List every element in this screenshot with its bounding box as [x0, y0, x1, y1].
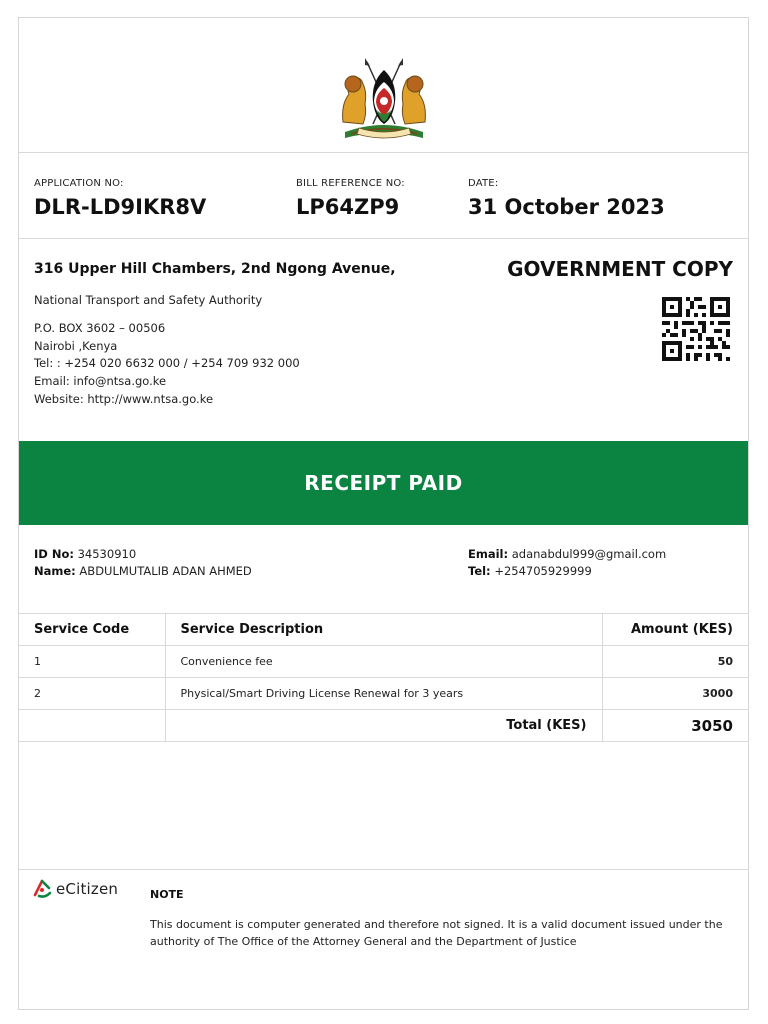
divider [19, 869, 748, 870]
po-box: P.O. BOX 3602 – 00506 [34, 321, 166, 335]
table-total-row [19, 710, 748, 742]
application-number-label: APPLICATION NO: [34, 178, 124, 189]
telephone: Tel: : +254 020 6632 000 / +254 709 932 000 [34, 356, 300, 370]
table-row [19, 646, 748, 678]
customer-email [468, 547, 666, 561]
government-copy-label: GOVERNMENT COPY [507, 257, 733, 281]
email-value: adanabdul999@gmail.com [508, 547, 667, 561]
receipt-paid-banner [19, 441, 748, 525]
note-heading: NOTE [150, 888, 184, 901]
services-table [19, 613, 748, 742]
email-label: Email: [468, 547, 509, 561]
city: Nairobi ,Kenya [34, 339, 118, 353]
service-description: Physical/Smart Driving License Renewal for 3 years [165, 678, 602, 710]
service-code: 1 [19, 646, 165, 678]
application-number-block [34, 178, 206, 219]
service-amount: 3000 [602, 678, 748, 710]
service-code: 2 [19, 678, 165, 710]
total-label: Total (KES) [165, 710, 602, 742]
bill-reference: LP64ZP9 [296, 195, 400, 219]
header-amount: Amount (KES) [602, 614, 748, 646]
bill-reference-block [296, 178, 405, 219]
qr-code-icon [662, 297, 730, 361]
customer-name [34, 564, 252, 578]
address-title: 316 Upper Hill Chambers, 2nd Ngong Avenue, [34, 261, 396, 277]
divider [19, 152, 748, 153]
total-value: 3050 [602, 710, 748, 742]
id-value: 34530910 [73, 547, 137, 561]
name-value: ABDULMUTALIB ADAN AHMED [75, 564, 252, 578]
header-service-description: Service Description [165, 614, 602, 646]
kenya-coat-of-arms-icon [337, 52, 431, 144]
table-row [19, 678, 748, 710]
application-number: DLR-LD9IKR8V [34, 195, 207, 219]
date-label: DATE: [468, 178, 499, 189]
note-text: This document is computer generated and therefore not signed. It is a valid document issued under the authority of The Office of the Attorney General and the Department of Justice [150, 918, 723, 948]
header-service-code: Service Code [19, 614, 165, 646]
tel-value: +254705929999 [490, 564, 592, 578]
divider [19, 238, 748, 239]
service-description: Convenience fee [165, 646, 602, 678]
table-header-row [19, 614, 748, 646]
email: Email: info@ntsa.go.ke [34, 374, 167, 388]
ecitizen-logo [31, 878, 118, 900]
name-label: Name: [34, 564, 76, 578]
website: Website: http://www.ntsa.go.ke [34, 392, 214, 406]
receipt-status: RECEIPT PAID [304, 471, 463, 495]
customer-tel [468, 564, 592, 578]
date-value: 31 October 2023 [468, 195, 665, 219]
id-number [34, 547, 136, 561]
service-amount: 50 [602, 646, 748, 678]
date-block [468, 178, 665, 219]
bill-reference-label: BILL REFERENCE NO: [296, 178, 405, 189]
ecitizen-brand: eCitizen [56, 880, 119, 898]
ecitizen-logo-icon [31, 878, 53, 900]
receipt-page [18, 17, 749, 1010]
organization-name: National Transport and Safety Authority [34, 293, 263, 307]
id-label: ID No: [34, 547, 74, 561]
empty-cell [19, 710, 165, 742]
tel-label: Tel: [468, 564, 491, 578]
